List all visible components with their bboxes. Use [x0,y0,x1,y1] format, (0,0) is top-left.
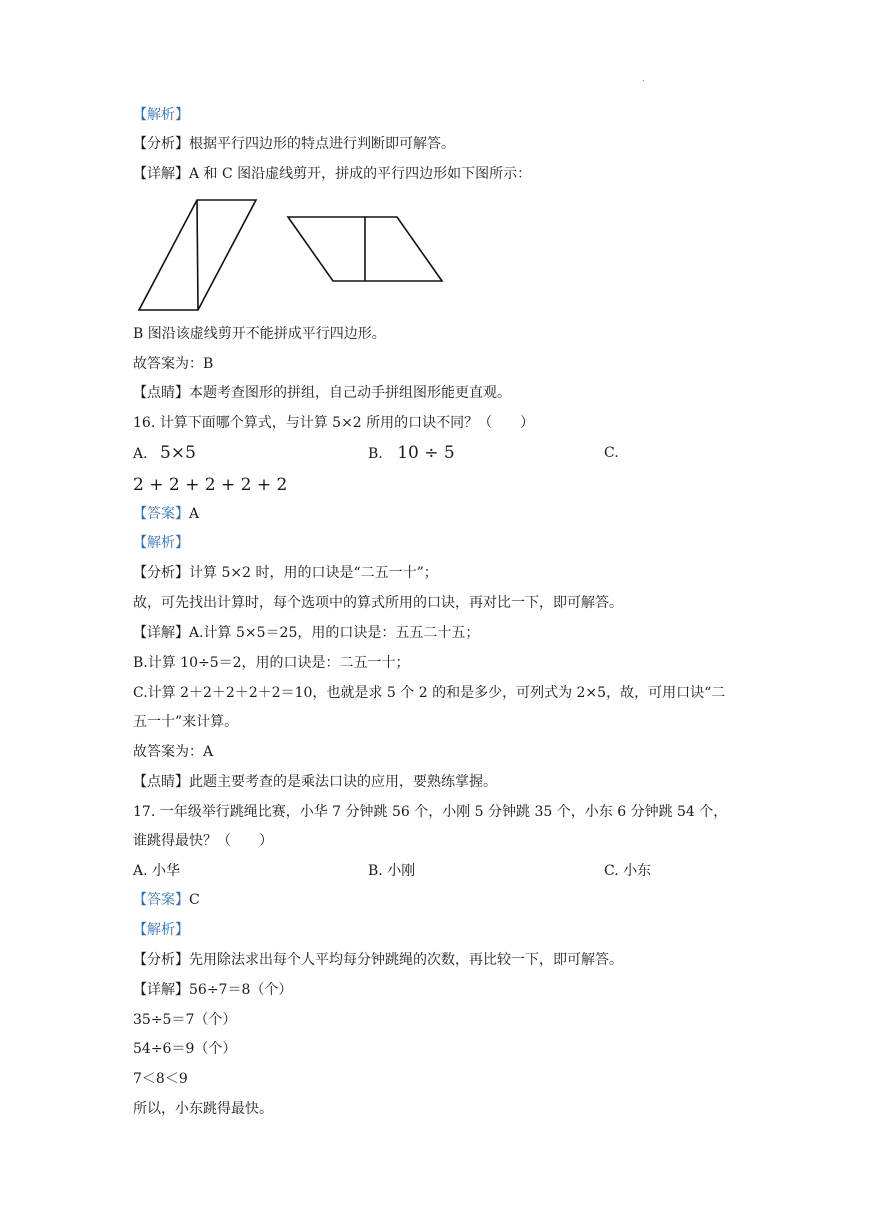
jiexi-heading: 【解析】 [133,107,189,123]
q17-calc-1: 35÷5＝7（个） [133,1012,237,1028]
page-mark: . [642,74,645,83]
fenxi-text: 计算 5×2 时，用的口诀是“二五一十”； [189,565,438,581]
q17-question: 17. 一年级举行跳绳比赛，小华 7 分钟跳 56 个，小刚 5 分钟跳 35 个，小东 6 分钟跳 54 个， [133,804,728,820]
dianjing-tag: 【点睛】 [133,385,189,401]
b-line: B 图沿该虚线剪开不能拼成平行四边形。 [133,326,386,342]
q17-xiangjie-line [133,981,292,999]
q16-answer-line [133,505,199,523]
option-c-expr: 2 + 2 + 2 + 2 + 2 [133,475,288,495]
q17-calc-2: 54÷6＝9（个） [133,1041,237,1057]
dianjing-line [133,384,511,402]
answer-tag: 【答案】 [133,892,189,908]
q16-option-c [604,444,619,462]
q17-fenxi-line [133,951,623,969]
q17-option-c: C. 小东 [604,863,652,879]
q16-line-c-2: 五一十”来计算。 [133,714,239,730]
q16-question: 16. 计算下面哪个算式，与计算 5×2 所用的口诀不同？（ ） [133,415,535,431]
q17-conclusion: 所以，小东跳得最快。 [133,1101,273,1117]
figure-c [288,217,442,281]
fenxi-tag: 【分析】 [133,565,189,581]
answer-line: 故答案为：B [133,356,214,372]
option-c-label: C. [604,445,619,461]
option-b-label: B. [368,446,383,462]
q17-compare: 7＜8＜9 [133,1071,188,1087]
q16-fenxi-line-2: 故，可先找出计算时，每个选项中的算式所用的口诀，再对比一下，即可解答。 [133,595,623,611]
q17-option-a: A. 小华 [133,863,181,879]
q16-xiangjie-line [133,624,479,642]
fenxi-text: 先用除法求出每个人平均每分钟跳绳的次数，再比较一下，即可解答。 [189,952,623,968]
q16-line-b: B.计算 10÷5＝2，用的口诀是：二五一十； [133,655,410,671]
answer-value: A [189,506,200,522]
option-b-expr: 10 ÷ 5 [397,443,455,463]
xiangjie-text: 56÷7＝8（个） [189,982,293,998]
q16-option-a [133,444,196,463]
q17-option-b: B. 小刚 [368,863,416,879]
figure-a [139,200,256,310]
q17-jiexi-heading: 【解析】 [133,922,189,938]
q16-option-b [368,444,455,463]
parallelogram-figures [0,0,869,330]
cut-line-a [197,200,198,310]
option-a-label: A. [133,446,148,462]
answer-tag: 【答案】 [133,506,189,522]
q16-fenxi-line [133,564,438,582]
xiangjie-tag: 【详解】 [133,982,189,998]
xiangjie-tag: 【详解】 [133,166,189,182]
fenxi-tag: 【分析】 [133,136,189,152]
dianjing-tag: 【点睛】 [133,774,189,790]
q16-final-answer: 故答案为：A [133,744,214,760]
answer-value: C [189,892,200,908]
q17-question-2: 谁跳得最快？（ ） [133,833,273,849]
xiangjie-text: A 和 C 图沿虚线剪开，拼成的平行四边形如下图所示： [189,166,532,182]
dianjing-text: 此题主要考查的是乘法口诀的应用，要熟练掌握。 [189,774,497,790]
option-a-expr: 5×5 [160,443,196,463]
q16-dianjing-line [133,773,497,791]
q16-line-c: C.计算 2＋2＋2＋2＋2＝10，也就是求 5 个 2 的和是多少，可列式为 2×5，故，可用口诀“二 [133,685,726,701]
fenxi-text: 根据平行四边形的特点进行判断即可解答。 [189,136,455,152]
q17-answer-line [133,891,200,909]
xiangjie-text: A.计算 5×5＝25，用的口诀是：五五二十五； [189,625,480,641]
xiangjie-tag: 【详解】 [133,625,189,641]
dianjing-text: 本题考查图形的拼组，自己动手拼组图形能更直观。 [189,385,511,401]
q16-jiexi-heading: 【解析】 [133,535,189,551]
fenxi-tag: 【分析】 [133,952,189,968]
